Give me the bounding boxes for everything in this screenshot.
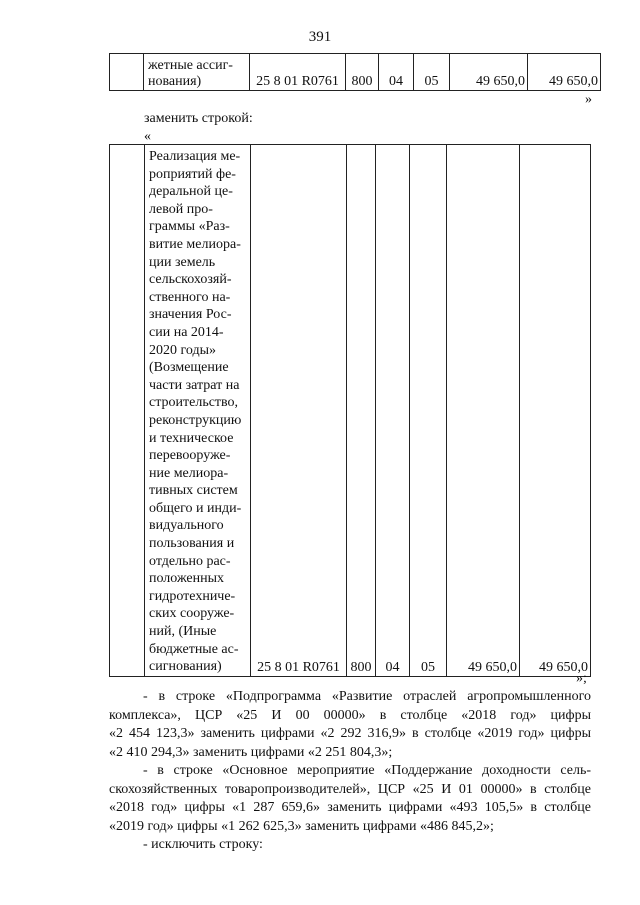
row-name-line: положенных [149, 571, 225, 587]
paragraph-line: - исключить строку: [143, 837, 263, 852]
amendment-paragraph [109, 688, 591, 762]
row-name-line: ственного на- [149, 289, 231, 305]
vr-cell: 800 [347, 145, 376, 677]
paragraph-line: скохозяйственных товаропроизводителей», ЦСР «25 И 01 00000» в столбце [109, 781, 591, 797]
amendment-paragraph [109, 762, 591, 836]
row-name-line: тивных систем [149, 483, 238, 499]
row-name-line: отдельно рас- [149, 553, 231, 569]
sum-2019-cell: 49 650,0 [528, 54, 601, 91]
page-number: 391 [308, 29, 332, 45]
row-name-line: левой про- [149, 201, 213, 217]
row-name-line: (Возмещение [149, 360, 229, 376]
sum-2018-cell: 49 650,0 [447, 145, 520, 677]
paragraph-line: «2 454 123,3» заменить цифрами «2 292 316,9» в столбце «2019 год» цифры [109, 726, 591, 741]
rz-cell: 04 [376, 145, 410, 677]
row-name-line: пользования и [149, 536, 235, 552]
budget-table-fragment [109, 53, 601, 91]
row-name-line: 2020 годы» [149, 342, 217, 358]
row-name-line: видуального [149, 518, 224, 534]
row-name-line: ние мелиора- [149, 465, 229, 481]
sum-2019-cell: 49 650,0 [520, 145, 591, 677]
row-name-line: Реализация ме- [149, 149, 241, 164]
row-name-line: сигнования) [149, 659, 222, 675]
row-name-line: и техническое [149, 430, 234, 446]
sum-2018-cell: 49 650,0 [450, 54, 528, 91]
row-name-line: роприятий фе- [149, 166, 236, 182]
row-name-line: сии на 2014- [149, 324, 224, 340]
row-name-line: сельскохозяй- [149, 272, 232, 288]
row-name-line: строительство, [149, 395, 239, 411]
row-name-line: граммы «Раз- [149, 219, 230, 235]
row-name-line: ских сооруже- [149, 606, 235, 622]
amendment-paragraph [109, 836, 591, 855]
empty-cell [110, 54, 144, 91]
row-name-line: части затрат на [149, 377, 240, 393]
paragraph-line: «2 410 294,3» заменить цифрами «2 251 804,3»; [109, 744, 393, 760]
table-row [110, 145, 591, 677]
row-name-line: нования) [148, 74, 202, 89]
row-name-line: гидротехниче- [149, 588, 236, 604]
replace-label: заменить строкой: [144, 111, 253, 126]
paragraph-line: «2019 год» цифры «1 262 625,3» заменить цифрами «486 845,2»; [109, 818, 494, 834]
row-name-line: значения Рос- [149, 307, 232, 323]
rz-cell: 04 [379, 54, 414, 91]
table-row [110, 54, 601, 91]
row-name-line: перевооруже- [149, 448, 231, 464]
csr-cell: 25 8 01 R0761 [250, 54, 346, 91]
closing-quote: »; [576, 671, 587, 686]
row-name-line: общего и инди- [149, 500, 242, 516]
row-name-cell [144, 54, 250, 91]
replacement-table [109, 144, 591, 677]
row-name-line: реконструкцию [149, 412, 242, 428]
row-name-line: бюджетные ас- [149, 641, 239, 657]
row-name-cell [145, 145, 251, 677]
pr-cell: 05 [414, 54, 450, 91]
row-name-line: ний, (Иные [149, 624, 217, 640]
paragraph-line: - в строке «Подпрограмма «Развитие отраслей агропромышленного [143, 689, 591, 704]
empty-cell [110, 145, 145, 677]
row-name-line: жетные ассиг- [148, 58, 233, 73]
pr-cell: 05 [410, 145, 447, 677]
closing-quote: » [585, 92, 592, 107]
row-name-line: ции земель [149, 254, 216, 270]
row-name-line: витие мелиора- [149, 236, 241, 252]
row-name-line: деральной це- [149, 184, 233, 200]
paragraph-line: - в строке «Основное мероприятие «Поддержание доходности сель- [143, 763, 591, 778]
csr-cell: 25 8 01 R0761 [251, 145, 347, 677]
opening-quote: « [144, 129, 151, 144]
paragraph-line: комплекса», ЦСР «25 И 00 00000» в столбце «2018 год» цифры [109, 707, 591, 723]
vr-cell: 800 [346, 54, 379, 91]
paragraph-line: «2018 год» цифры «1 287 659,6» заменить цифрами «493 105,5» в столбце [109, 800, 591, 815]
